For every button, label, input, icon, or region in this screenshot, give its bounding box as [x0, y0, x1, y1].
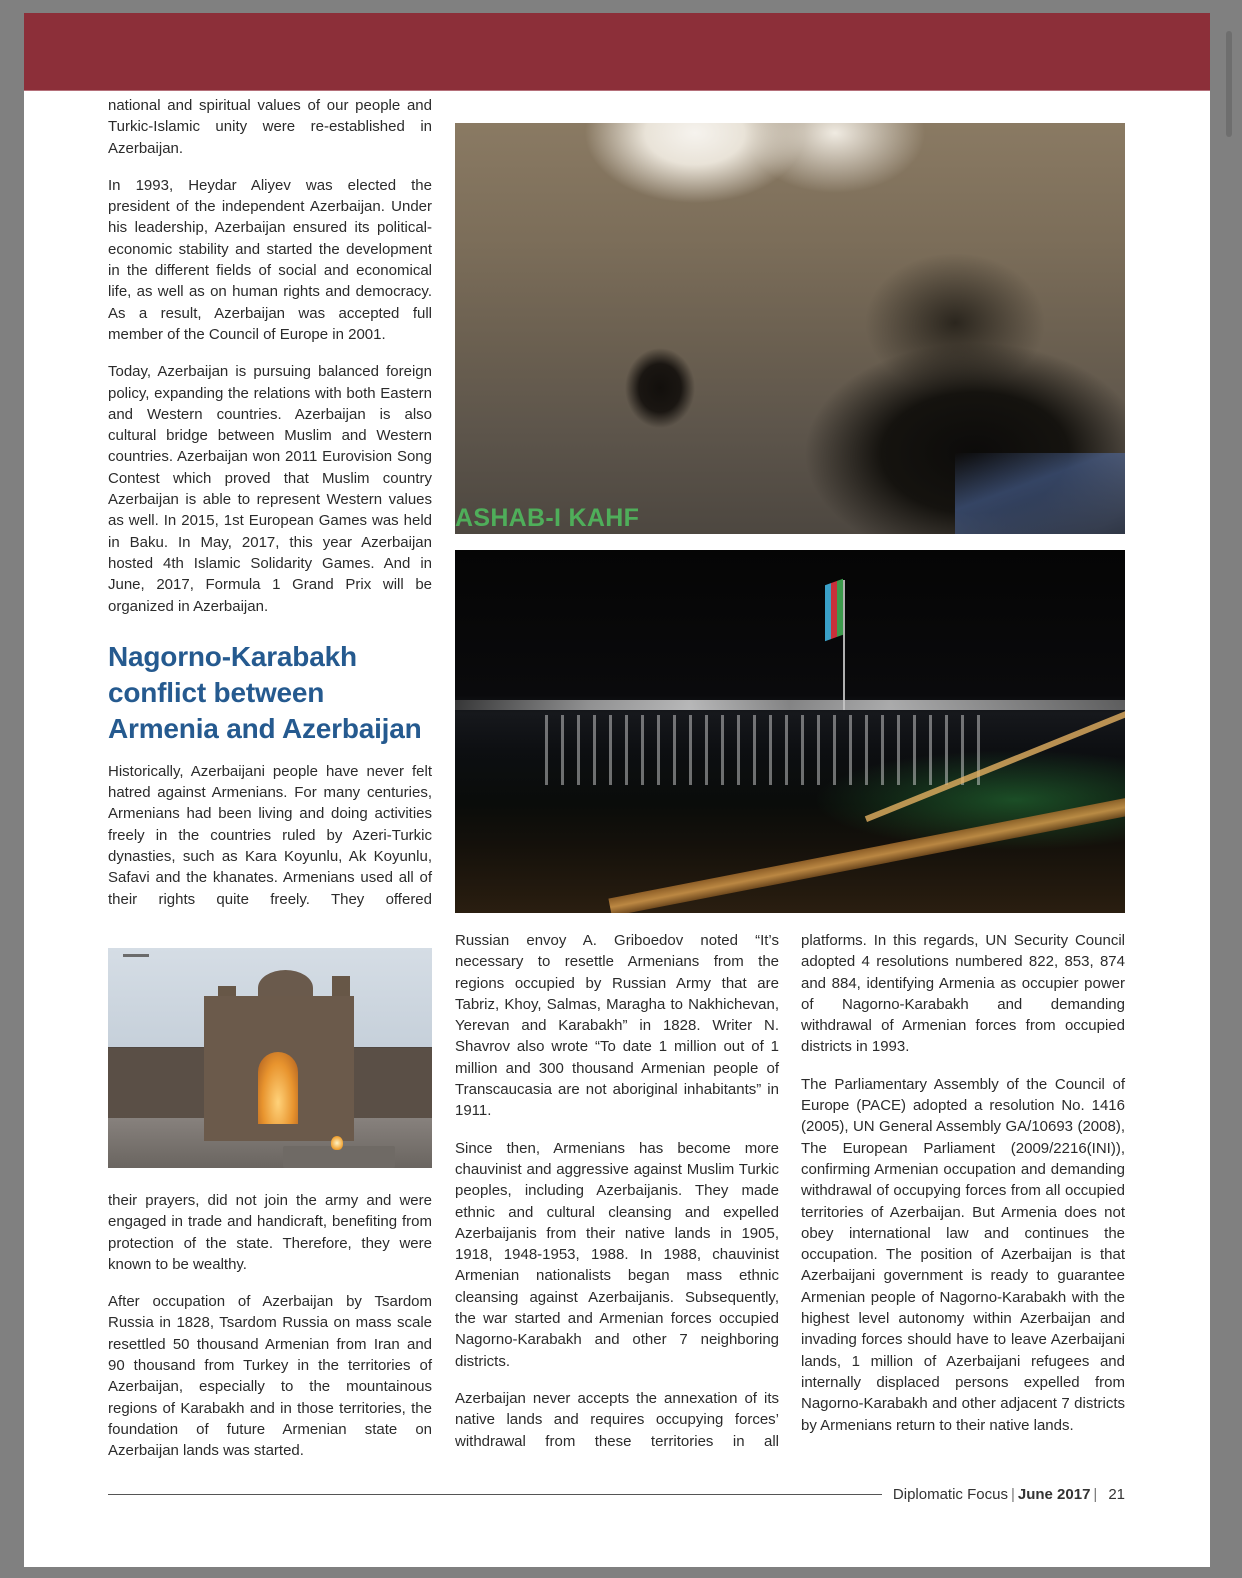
paragraph: Historically, Azerbaijani people have never felt hatred against Armenians. For many centuries, Armenians had been living and doing activities freely in the countries ruled by Azeri-Turkic dynasties, such as Kara Koyunlu, Ak Koyunlu, Safavi and the khanates. Armenians used all of their rights quite freely. They offered: [108, 762, 432, 908]
footer-rule: [108, 1494, 882, 1495]
paragraph: After occupation of Azerbaijan by Tsardom Russia in 1828, Tsardom Russia on mass scale resettled 50 thousand Armenian from Iran and 90 thousand from Turkey in the territories of Azerbaijan, especially to the mountainous regions of Karabakh and in those territories, the foundation of future Armenian state on Azerbaijan lands was started.: [108, 1293, 432, 1460]
temple-arch-fire: [258, 1052, 298, 1124]
page-footer: [893, 1485, 1125, 1505]
column-2: [455, 930, 779, 1468]
column-1-top: [108, 95, 432, 926]
paragraph: platforms. In this regards, UN Security Council adopted 4 resolutions numbered 822, 853, 874 and 884, identifying Armenia as occupier power of Nagorno-Karabakh and demanding withdrawal of Armenian forces from occupied districts in 1993.: [801, 932, 1125, 1056]
footer-separator: |: [1010, 1486, 1015, 1503]
column-1-bottom: [108, 1190, 432, 1478]
flagpole: [843, 580, 845, 710]
paragraph: The Parliamentary Assembly of the Council of Europe (PACE) adopted a resolution No. 1416 (2005), UN General Assembly GA/10693 (2008), The European Parliament (2009/2216(INI)), confirming Armenian occupation and demanding withdrawal of occupying forces from all occupied territories of Azerbaijan. But Armenia does not obey international law and continues the occupation. The position of Azerbaijan is that Azerbaijani government is ready to guarantee Armenian people of Nagorno-Karabakh with the highest level autonomy within Azerbaijan and invading forces should have to leave Azerbaijani lands, 1 million of Azerbaijani refugees and internally displaced persons expelled from Nagorno-Karabakh and other adjacent 7 districts by Armenians return to their native lands.: [801, 1075, 1125, 1434]
flag: [825, 579, 843, 642]
paragraph: Russian envoy A. Griboedov noted “It’s necessary to resettle Armenians from the regions occupied by Russian Army that are Tabriz, Khoy, Salmas, Maragha to Nakhichevan, Yerevan and Karabakh” in 1828. Writer N. Shavrov also wrote “To date 1 million out of 1 million and 300 thousand Armenian people of Transcaucasia are not aboriginal inhabitants” in 1911.: [455, 932, 779, 1120]
cave-stairs: [955, 453, 1125, 534]
fire-temple-photo: [108, 948, 432, 1168]
cave-photo: [455, 123, 1125, 534]
paragraph: Today, Azerbaijan is pursuing balanced foreign policy, expanding the relations with both Eastern and Western countries. Azerbaijan is also cultural bridge between Muslim and Western countries. Azerbaijan won 2011 Eurovision Song Contest which proved that Muslim country Azerbaijan is able to represent Western values as well. In 2015, 1st European Games was held in Baku. In May, 2017, this year Azerbaijan hosted 4th Islamic Solidarity Games. And in June, 2017, Formula 1 Grand Prix will be organized in Azerbaijan.: [108, 363, 432, 615]
promenade-lights: [455, 700, 1125, 710]
paragraph: their prayers, did not join the army and were engaged in trade and handicraft, benefiting from protection of the state. Therefore, they were known to be wealthy.: [108, 1192, 432, 1273]
issue-date: June 2017: [1017, 1486, 1091, 1503]
header-band: [24, 13, 1210, 91]
paragraph: Since then, Armenians has become more chauvinist and aggressive against Muslim Turkic peoples, including Azerbaijanis. They made ethnic and cultural cleansing and expelled Azerbaijanis from their native lands in 1905, 1918, 1948-1953, 1988. In 1988, chauvinist Armenian nationalists began mass ethnic cleansing against Azerbaijanis. Subsequently, the war started and Armenian forces occupied Nagorno-Karabakh and other 7 neighboring districts.: [455, 1139, 779, 1370]
scrollbar[interactable]: [1222, 0, 1242, 1578]
paragraph: national and spiritual values of our people and Turkic-Islamic unity were re-established in Azerbaijan.: [108, 97, 432, 157]
paragraph: Azerbaijan never accepts the annexation of its native lands and requires occupying forces’ withdrawal from these territories in all: [455, 1389, 779, 1450]
water-reflections: [545, 715, 985, 785]
footer-separator: |: [1093, 1486, 1098, 1503]
photo-credit-mark: [123, 954, 149, 957]
photo-caption: ASHAB-I KAHF: [455, 504, 640, 532]
publication-name: Diplomatic Focus: [892, 1486, 1008, 1503]
highway: [608, 792, 1125, 913]
paragraph: In 1993, Heydar Aliyev was elected the president of the independent Azerbaijan. Under his leadership, Azerbaijan ensured its political-economic stability and started the development in the different fields of social and economical life, as well as on human rights and democracy. As a result, Azerbaijan was accepted full member of the Council of Europe in 2001.: [108, 176, 432, 343]
page-number: 21: [1108, 1486, 1125, 1503]
section-title: Nagorno-Karabakh conflict between Armenia and Azerbaijan: [108, 640, 422, 744]
baku-night-photo: [455, 550, 1125, 913]
scrollbar-thumb[interactable]: [1226, 31, 1232, 137]
column-3: [801, 930, 1125, 1452]
magazine-page: [24, 13, 1210, 1567]
flame-icon: [331, 1136, 343, 1150]
